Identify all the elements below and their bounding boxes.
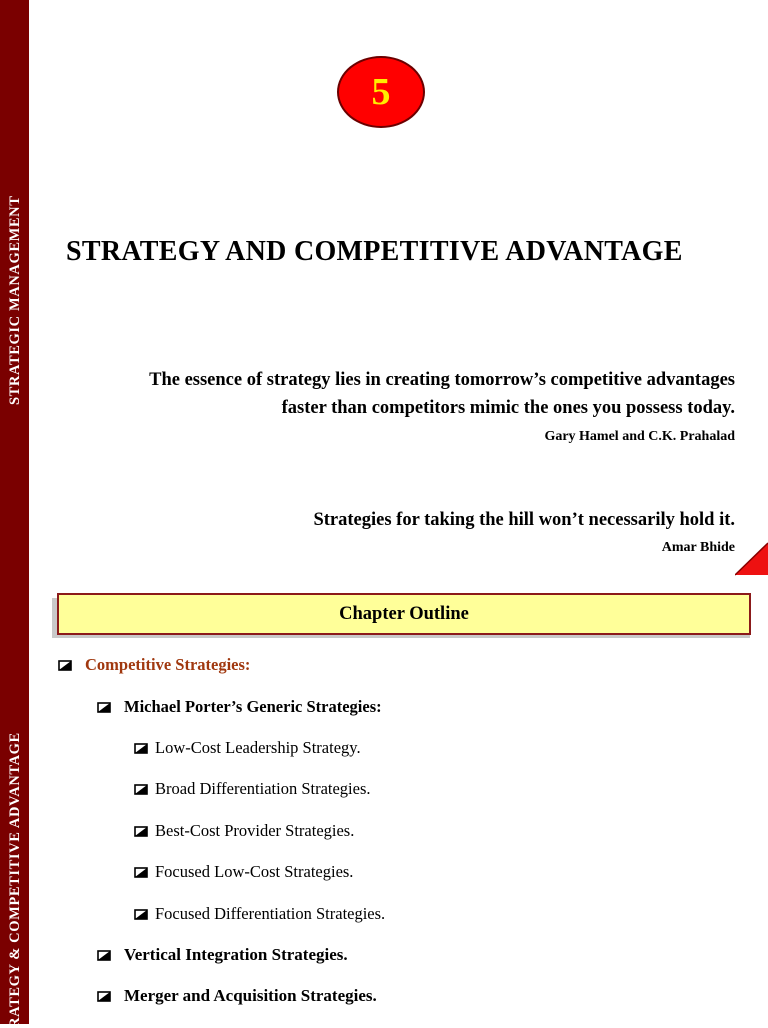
outline-item xyxy=(134,821,354,841)
sidebar-bottom-text: RATEGY & COMPETITIVE ADVANTAGE xyxy=(7,732,23,1028)
checkbox-bullet-icon xyxy=(97,950,112,961)
outline-item xyxy=(134,862,353,882)
page-title: STRATEGY AND COMPETITIVE ADVANTAGE xyxy=(66,236,683,267)
outline-item-text: Broad Differentiation Strategies. xyxy=(155,779,371,798)
checkbox-bullet-icon xyxy=(97,991,112,1002)
sidebar-top-text: STRATEGIC MANAGEMENT xyxy=(7,195,23,405)
quote-1-line-1: The essence of strategy lies in creating tomorrow’s competitive advantages xyxy=(149,370,735,390)
checkbox-bullet-icon xyxy=(58,660,73,671)
outline-item-text: Vertical Integration Strategies. xyxy=(124,945,348,964)
chapter-outline-box xyxy=(57,593,751,635)
checkbox-bullet-icon xyxy=(97,702,112,713)
outline-item-text: Michael Porter’s Generic Strategies: xyxy=(124,697,382,716)
outline-item xyxy=(134,904,385,924)
checkbox-bullet-icon xyxy=(134,909,149,920)
sidebar xyxy=(0,0,29,1028)
outline-item-text: Merger and Acquisition Strategies. xyxy=(124,986,377,1005)
outline-item-text: Focused Differentiation Strategies. xyxy=(155,904,386,923)
quote-2-line-1: Strategies for taking the hill won’t necessarily hold it. xyxy=(313,510,735,530)
checkbox-bullet-icon xyxy=(134,867,149,878)
quote-2-author: Amar Bhide xyxy=(661,540,735,555)
quote-1-author: Gary Hamel and C.K. Prahalad xyxy=(544,429,735,444)
quote-1-line-2: faster than competitors mimic the ones you possess today. xyxy=(281,398,735,418)
checkbox-bullet-icon xyxy=(134,743,149,754)
outline-item-text: Focused Low-Cost Strategies. xyxy=(155,862,354,881)
chapter-outline-heading: Chapter Outline xyxy=(339,603,469,624)
outline-item xyxy=(134,738,361,758)
outline-item-text: Competitive Strategies: xyxy=(85,655,251,674)
outline-item xyxy=(97,945,348,965)
outline-item-text: Low-Cost Leadership Strategy. xyxy=(155,738,361,757)
outline-item xyxy=(58,655,250,675)
outline-item xyxy=(97,697,382,717)
outline-item xyxy=(134,779,371,799)
outline-item xyxy=(97,986,377,1006)
triangle-corner-icon xyxy=(735,541,768,581)
checkbox-bullet-icon xyxy=(134,826,149,837)
outline-item-text: Best-Cost Provider Strategies. xyxy=(155,821,355,840)
chapter-number: 5 xyxy=(371,71,391,113)
chapter-number-badge xyxy=(337,56,425,128)
checkbox-bullet-icon xyxy=(134,784,149,795)
